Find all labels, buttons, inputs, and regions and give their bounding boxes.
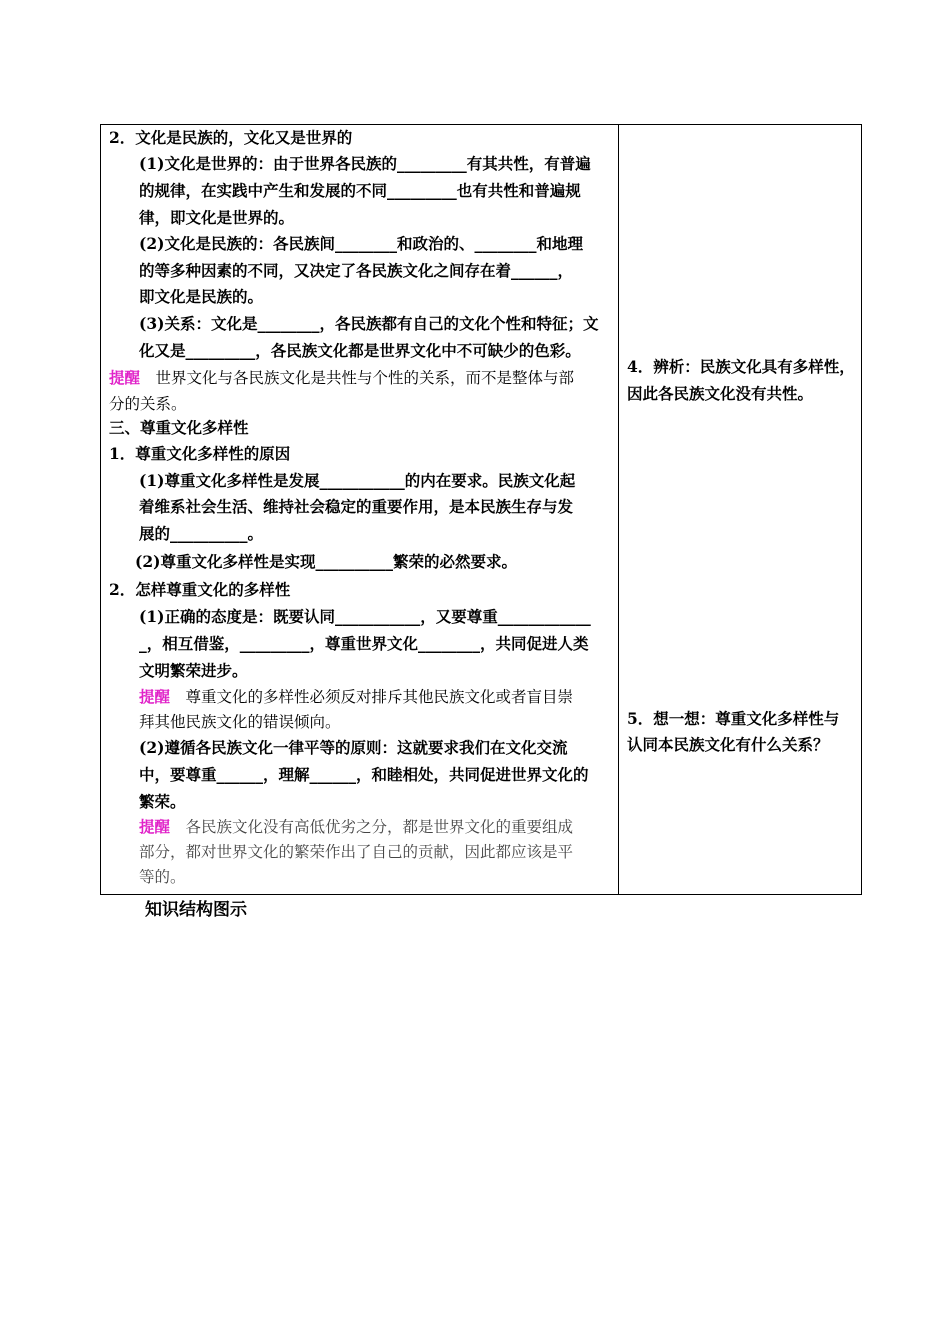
tip-text: 拜其他民族文化的错误倾向。 xyxy=(139,713,341,731)
column-divider xyxy=(618,125,619,894)
text-line: _，相互借鉴，_________，尊重世界文化________，共同促进人类 xyxy=(139,634,589,653)
question-line: 5．想一想：尊重文化多样性与 xyxy=(627,709,840,728)
text-line: 展的__________。 xyxy=(139,524,264,543)
text-line: (2)尊重文化多样性是实现__________繁荣的必然要求。 xyxy=(135,552,517,571)
text-line: (2)遵循各民族文化一律平等的原则：这就要求我们在文化交流 xyxy=(139,738,568,757)
tip-line xyxy=(139,684,573,710)
section-heading: 三、尊重文化多样性 xyxy=(109,418,249,437)
content-table xyxy=(100,124,862,895)
text-line: 即文化是民族的。 xyxy=(139,287,264,306)
text-line: 中，要尊重______，理解______，和睦相处，共同促进世界文化的 xyxy=(139,765,589,784)
sub-heading: 1．尊重文化多样性的原因 xyxy=(109,444,291,463)
tip-text: 部分，都对世界文化的繁荣作出了自己的贡献，因此都应该是平 xyxy=(139,843,574,861)
question-line: 因此各民族文化没有共性。 xyxy=(627,384,814,403)
text-line: (3)关系：文化是________，各民族都有自己的文化个性和特征；文 xyxy=(139,314,599,333)
text-line: (2)文化是民族的：各民族间________和政治的、________和地理 xyxy=(139,234,583,253)
section-heading: 2．文化是民族的，文化又是世界的 xyxy=(109,128,353,147)
text-line: (1)尊重文化多样性是发展___________的内在要求。民族文化起 xyxy=(139,471,576,490)
tip-text: 等的。 xyxy=(139,868,186,886)
knowledge-structure-caption: 知识结构图示 xyxy=(145,900,247,920)
tip-text: 世界文化与各民族文化是共性与个性的关系，而不是整体与部 xyxy=(140,369,575,387)
text-line: 律，即文化是世界的。 xyxy=(139,208,295,227)
tip-label: 提醒 xyxy=(139,817,171,836)
text-line: (1)文化是世界的：由于世界各民族的_________有其共性，有普遍 xyxy=(139,154,591,173)
tip-line xyxy=(109,365,574,391)
question-line: 认同本民族文化有什么关系？ xyxy=(627,735,829,754)
tip-label: 提醒 xyxy=(109,368,141,387)
tip-label: 提醒 xyxy=(139,687,171,706)
text-line: 的规律，在实践中产生和发展的不同_________也有共性和普遍规 xyxy=(139,181,581,200)
text-line: 繁荣。 xyxy=(139,792,186,811)
tip-text: 尊重文化的多样性必须反对排斥其他民族文化或者盲目崇 xyxy=(170,688,574,706)
text-line: 文明繁荣进步。 xyxy=(139,661,248,680)
text-line: (1)正确的态度是：既要认同___________，又要尊重____________ xyxy=(139,607,591,626)
question-line: 4．辨析：民族文化具有多样性， xyxy=(627,357,855,376)
tip-text: 分的关系。 xyxy=(109,395,187,413)
tip-line xyxy=(139,814,573,840)
sub-heading: 2．怎样尊重文化的多样性 xyxy=(109,580,291,599)
text-line: 着维系社会生活、维持社会稳定的重要作用，是本民族生存与发 xyxy=(139,497,574,516)
text-line: 化又是_________，各民族文化都是世界文化中不可缺少的色彩。 xyxy=(139,341,581,360)
tip-text: 各民族文化没有高低优劣之分，都是世界文化的重要组成 xyxy=(170,818,574,836)
text-line: 的等多种因素的不同，又决定了各民族文化之间存在着______， xyxy=(139,261,574,280)
